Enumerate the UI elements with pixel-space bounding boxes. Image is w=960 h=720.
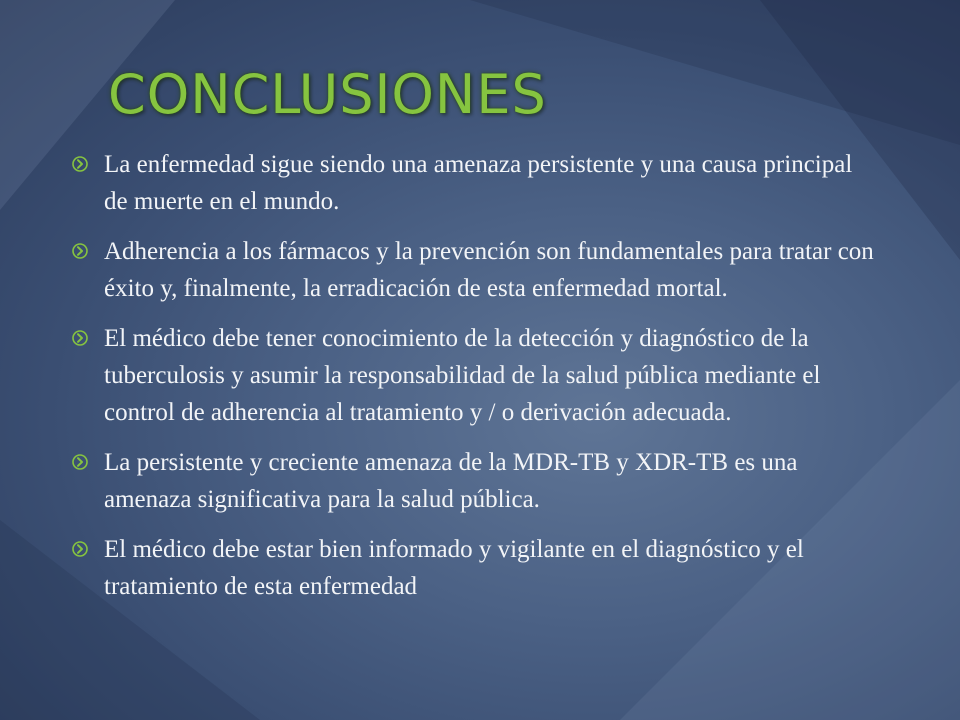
bullet-text: La enfermedad sigue siendo una amenaza persistente y una causa principal de muerte en el mundo. bbox=[104, 151, 853, 215]
bullet-item bbox=[68, 444, 880, 518]
bullet-item bbox=[68, 146, 880, 220]
bullet-item bbox=[68, 233, 880, 307]
circled-arrow-icon bbox=[68, 444, 92, 481]
slide-title: CONCLUSIONES bbox=[108, 63, 547, 126]
bullet-text: El médico debe estar bien informado y vigilante en el diagnóstico y el tratamiento de esta enfermedad bbox=[104, 536, 804, 600]
bullet-text: Adherencia a los fármacos y la prevención son fundamentales para tratar con éxito y, finalmente, la erradicación de esta enfermedad mortal. bbox=[104, 238, 874, 302]
circled-arrow-icon bbox=[68, 531, 92, 568]
bullet-list bbox=[68, 146, 880, 618]
bullet-text: La persistente y creciente amenaza de la MDR-TB y XDR-TB es una amenaza significativa para la salud pública. bbox=[104, 449, 798, 513]
circled-arrow-icon bbox=[68, 320, 92, 357]
circled-arrow-icon bbox=[68, 146, 92, 183]
circled-arrow-icon bbox=[68, 233, 92, 270]
bullet-text: El médico debe tener conocimiento de la detección y diagnóstico de la tuberculosis y asumir la responsabilidad de la salud pública mediante el control de adherencia al tratamiento y / o derivación adecuada. bbox=[104, 325, 821, 426]
bullet-item bbox=[68, 320, 880, 431]
bullet-item bbox=[68, 531, 880, 605]
